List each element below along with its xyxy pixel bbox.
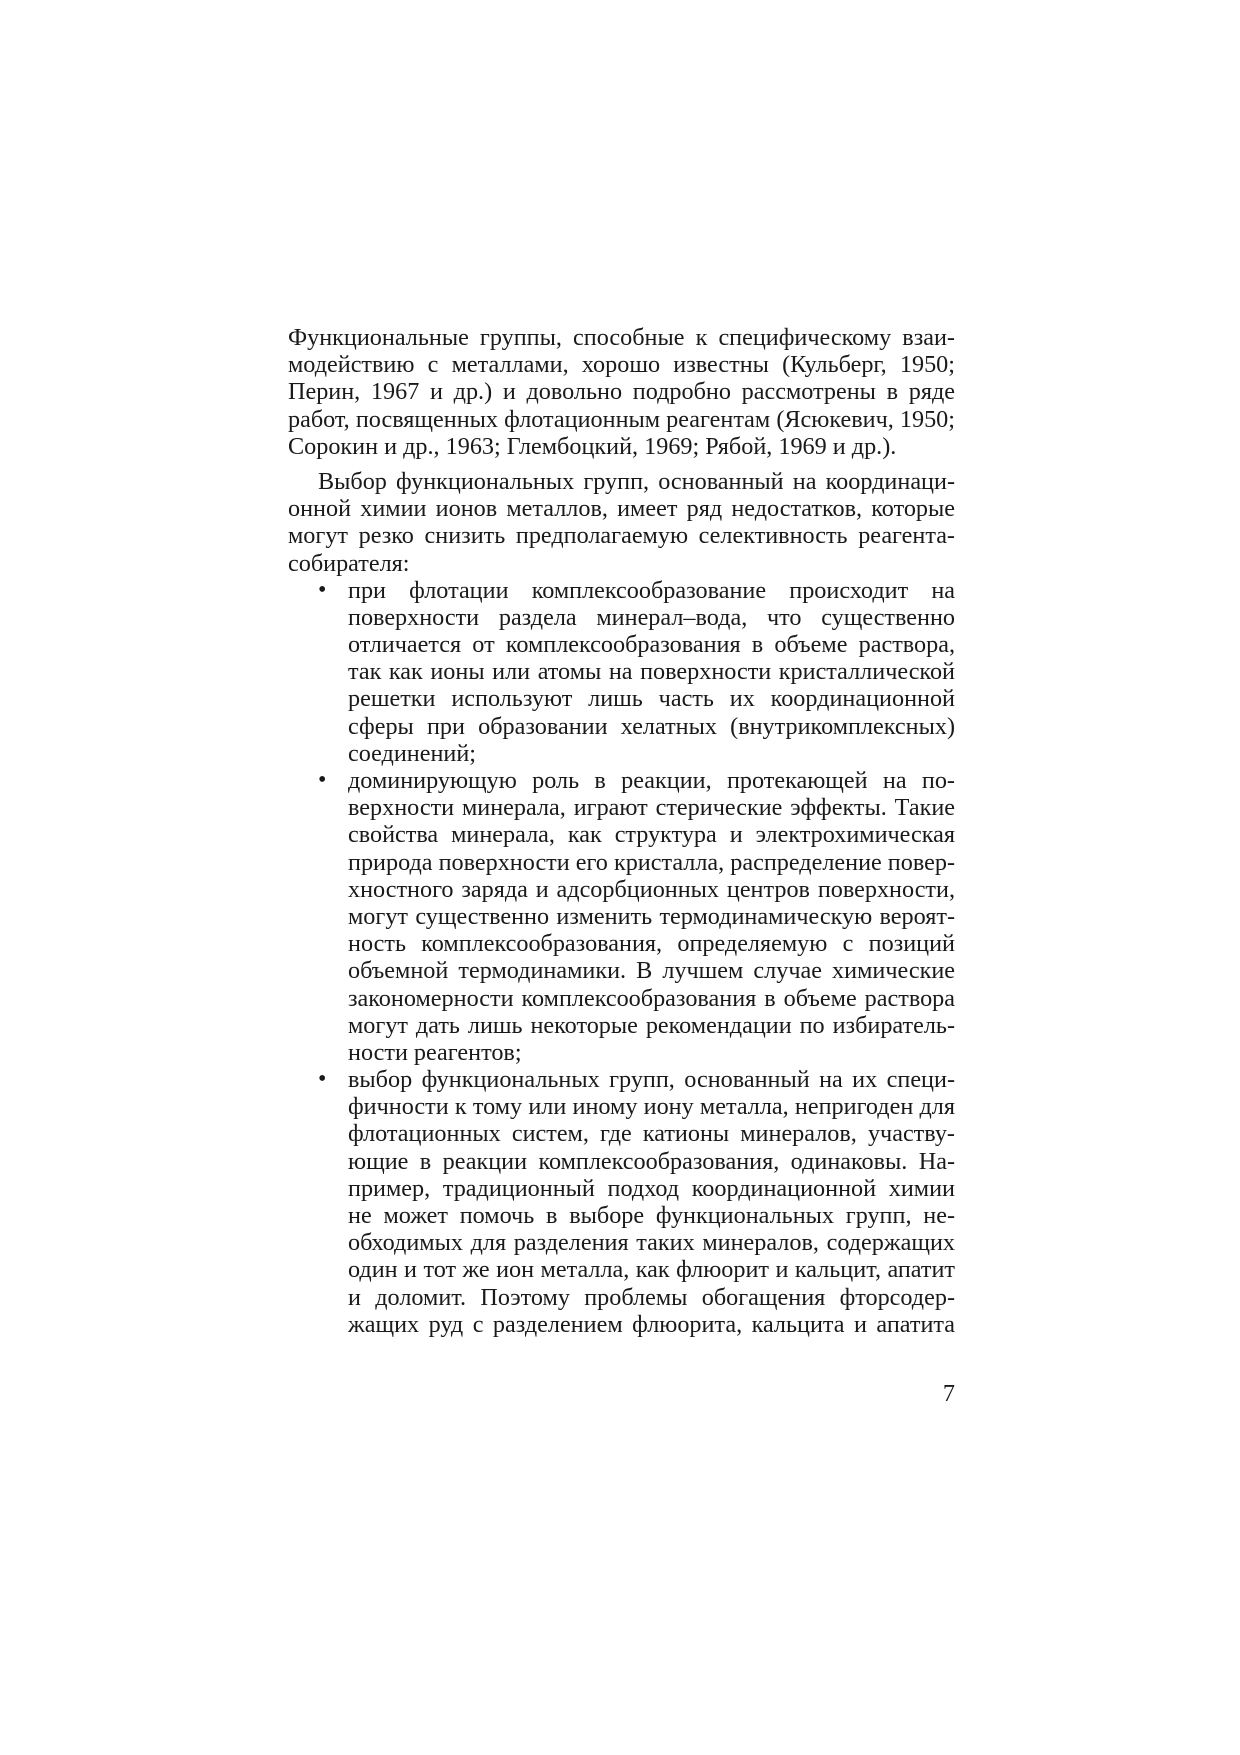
intro-paragraph	[288, 324, 955, 460]
bullet-icon: •	[318, 1066, 327, 1093]
list-item-line: жащих руд с разделением флюорита, кальцита и апатита	[348, 1310, 955, 1338]
paragraph-gap	[288, 460, 955, 468]
bullet-icon: •	[318, 767, 327, 793]
list-item-line: пример, традиционный подход координационной химии	[348, 1174, 955, 1202]
list-item-line: хностного заряда и адсорбционных центров поверхности,	[348, 875, 955, 903]
list-item-line: выбор функциональных групп, основанный на их специ-	[348, 1066, 955, 1094]
list-item-line: свойства минерала, как структура и электрохимическая	[348, 821, 955, 849]
list-item-line: так как ионы или атомы на поверхности кристаллической	[348, 658, 955, 686]
list-item-line: при флотации комплексообразование происходит на	[348, 576, 955, 604]
list-item-line: поверхности раздела минерал–вода, что существенно	[348, 603, 955, 631]
list-item-line: объемной термодинамики. В лучшем случае химические	[348, 957, 955, 985]
paragraph-line: Перин, 1967 и др.) и довольно подробно рассмотрены в ряде	[288, 378, 955, 406]
list-item-line: отличается от комплексообразования в объеме раствора,	[348, 631, 955, 659]
list-item-line: обходимых для разделения таких минералов, содержащих	[348, 1229, 955, 1257]
paragraph-line: собирателя:	[288, 549, 410, 577]
list-item-line: ности реагентов;	[348, 1038, 522, 1066]
bullet-list	[288, 577, 955, 1338]
list-item-line: доминирующую роль в реакции, протекающей на по-	[348, 767, 955, 794]
list-item-line: соединений;	[348, 739, 477, 767]
list-item-line: и доломит. Поэтому проблемы обогащения фторсодер-	[348, 1283, 955, 1311]
list-item-line: ность комплексообразования, определяемую с позиций	[348, 930, 955, 958]
paragraph-line: Выбор функциональных групп, основанный на координаци-	[318, 467, 955, 495]
list-item-line: сферы при образовании хелатных (внутрикомплексных)	[348, 712, 955, 740]
list-item	[288, 1066, 955, 1338]
list-item-line: один и тот же ион металла, как флюорит и кальцит, апатит	[348, 1256, 955, 1284]
paragraph-line: Функциональные группы, способные к специфическому взаи-	[288, 324, 955, 351]
paragraph-line: модействию с металлами, хорошо известны (Кульберг, 1950;	[288, 351, 955, 379]
list-item	[288, 767, 955, 1066]
list-item-line: верхности минерала, играют стерические эффекты. Такие	[348, 794, 955, 822]
paragraph-line: могут резко снизить предполагаемую селективность реагента-	[288, 522, 955, 550]
paragraph-line: работ, посвященных флотационным реагентам (Ясюкевич, 1950;	[288, 405, 955, 433]
body-text	[288, 324, 955, 1338]
second-paragraph	[288, 468, 955, 577]
list-item-line: решетки используют лишь часть их координационной	[348, 685, 955, 713]
paragraph-line: онной химии ионов металлов, имеет ряд недостатков, которые	[288, 495, 955, 523]
list-item-line: могут дать лишь некоторые рекомендации по избиратель-	[348, 1011, 955, 1039]
list-item-line: закономерности комплексообразования в объеме раствора	[348, 984, 955, 1012]
list-item-line: природа поверхности его кристалла, распределение повер-	[348, 848, 955, 876]
list-item	[288, 577, 955, 767]
page-number: 7	[942, 1380, 955, 1407]
list-item-line: могут существенно изменить термодинамическую вероят-	[348, 902, 955, 930]
paragraph-line: Сорокин и др., 1963; Глембоцкий, 1969; Рябой, 1969 и др.).	[288, 432, 897, 460]
list-item-line: фичности к тому или иному иону металла, непригоден для	[348, 1093, 955, 1121]
list-item-line: ющие в реакции комплексообразования, одинаковы. На-	[348, 1147, 955, 1175]
list-item-line: не может помочь в выборе функциональных групп, не-	[348, 1202, 955, 1229]
bullet-icon: •	[318, 576, 327, 603]
list-item-line: флотационных систем, где катионы минералов, участву-	[348, 1120, 955, 1148]
